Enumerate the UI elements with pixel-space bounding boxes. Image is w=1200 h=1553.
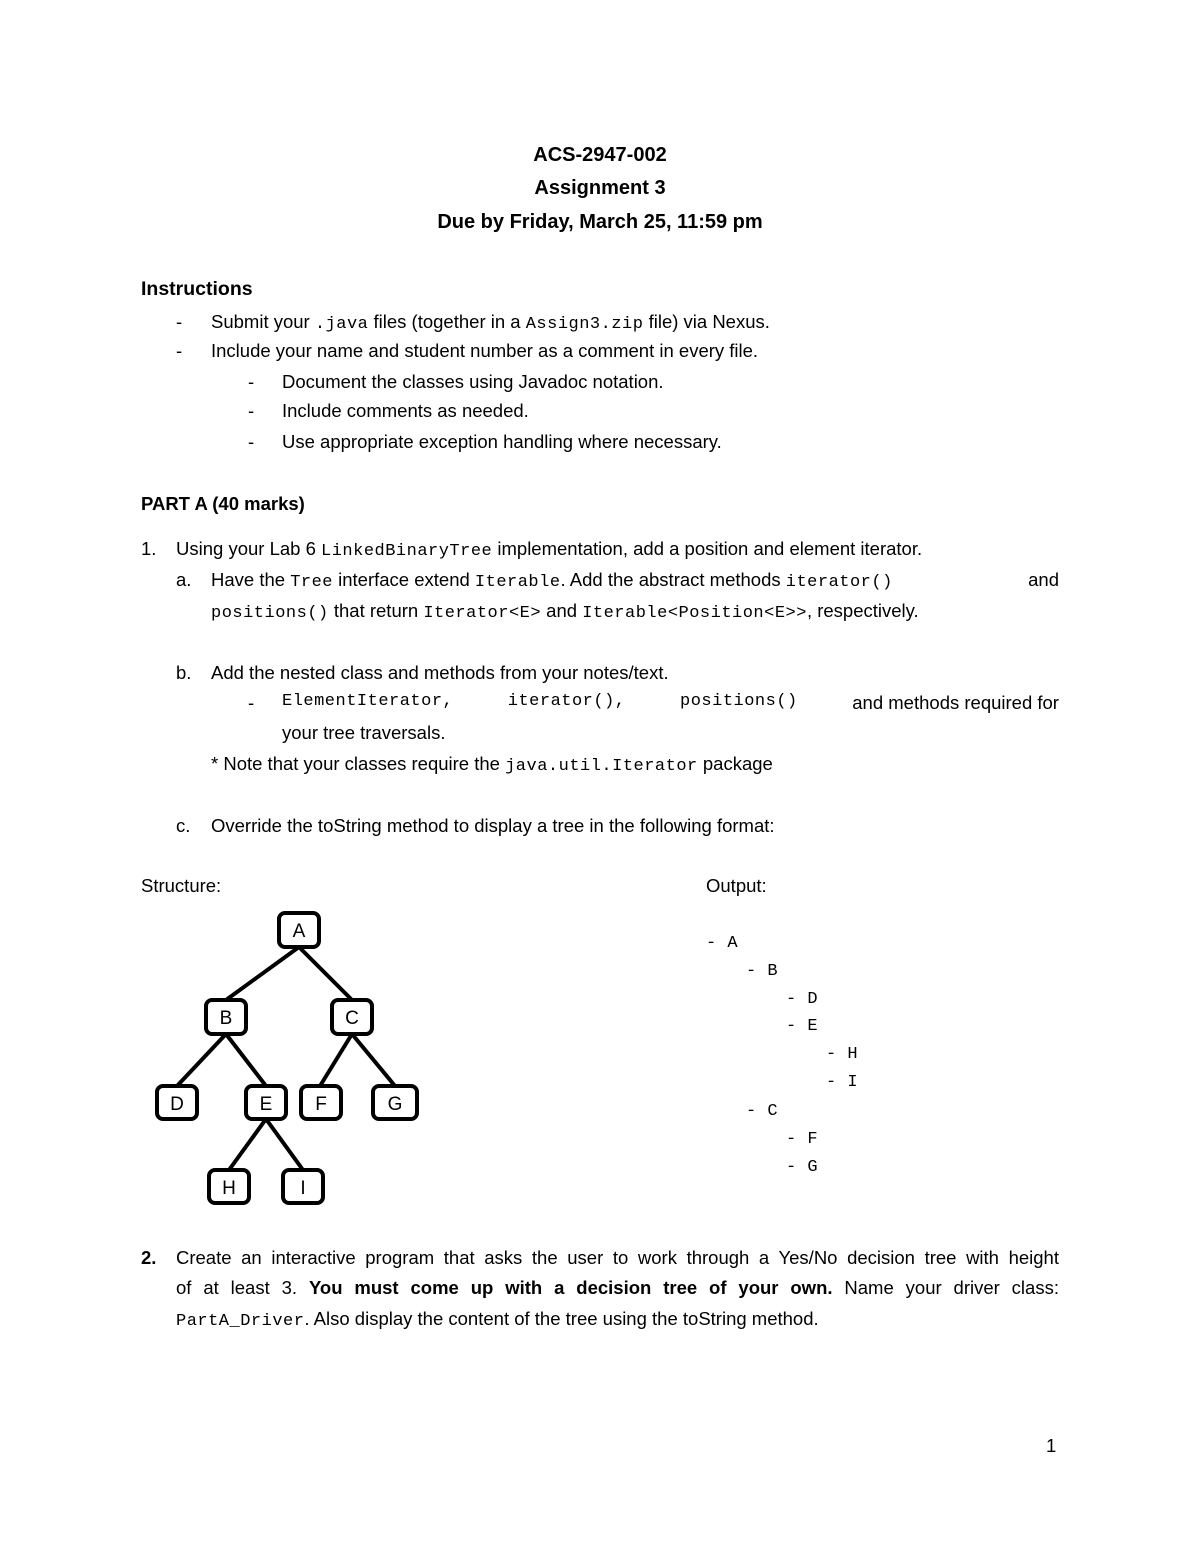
q2-line-3: [176, 1308, 819, 1331]
node-label: E: [259, 1094, 273, 1115]
edge-c-g: [352, 1034, 395, 1086]
sub-1-text: Document the classes using Javadoc notation.: [282, 371, 664, 392]
output-line: - D: [786, 990, 819, 1009]
text: package: [697, 753, 773, 774]
output-line: - A: [706, 934, 739, 953]
bullet-dash: -: [176, 340, 183, 361]
page-number: 1: [1046, 1435, 1057, 1456]
output-line: - G: [786, 1158, 819, 1177]
code: Iterable: [474, 573, 561, 592]
text: and: [1028, 569, 1059, 590]
q2-line-1: Create an interactive program that asks the user to work through a Yes/No decision tree with height: [176, 1247, 1059, 1268]
instructions-heading: Instructions: [141, 278, 253, 300]
output-line: - E: [786, 1017, 819, 1036]
code: iterator(),: [507, 692, 626, 711]
node-label: I: [300, 1178, 306, 1199]
edge-e-i: [266, 1119, 303, 1170]
q1-number: 1.: [141, 538, 157, 559]
text: of at least 3.: [176, 1277, 309, 1298]
code: positions(): [211, 604, 329, 623]
sub-2-text: Include comments as needed.: [282, 400, 529, 421]
output-line: - C: [746, 1102, 779, 1121]
edge-e-h: [229, 1119, 266, 1170]
output-line: - H: [826, 1045, 859, 1064]
tree-edges: [177, 947, 395, 1170]
q2-line-2: [176, 1277, 1059, 1299]
q1b-line-2: your tree traversals.: [282, 722, 446, 743]
code: positions(): [680, 692, 798, 711]
text: * Note that your classes require the: [211, 753, 506, 774]
code: iterator(): [785, 573, 893, 592]
text: file) via Nexus.: [643, 311, 770, 332]
bold-text: You must come up with a decision tree of your own.: [308, 1277, 833, 1298]
text: Name your driver class:: [832, 1277, 1059, 1298]
edge-c-f: [320, 1034, 352, 1086]
node-label: B: [219, 1008, 233, 1029]
code: Assign3.zip: [525, 315, 644, 334]
text: Submit your: [211, 311, 315, 332]
bullet-dash: -: [248, 431, 255, 452]
q1a-label: a.: [176, 569, 192, 590]
code: .java: [314, 315, 369, 334]
q1c-text: Override the toString method to display a tree in the following format:: [211, 815, 775, 836]
q1b-text: Add the nested class and methods from your notes/text.: [211, 662, 669, 683]
edge-b-d: [177, 1034, 226, 1086]
text: that return: [328, 600, 424, 621]
sub-3-text: Use appropriate exception handling where necessary.: [282, 431, 722, 452]
structure-label: Structure:: [141, 875, 222, 896]
text: . Also display the content of the tree using the toString method.: [304, 1308, 819, 1329]
edge-a-b: [226, 947, 299, 1000]
text: and methods required for: [852, 692, 1059, 713]
edge-b-e: [226, 1034, 266, 1086]
node-label: F: [315, 1094, 327, 1115]
edge-a-c: [299, 947, 352, 1000]
node-label: D: [170, 1094, 184, 1115]
part-a-heading: PART A (40 marks): [141, 493, 305, 514]
code: java.util.Iterator: [505, 757, 698, 776]
output-label: Output:: [706, 875, 767, 896]
tree-node-labels: [170, 921, 402, 1199]
node-label: H: [222, 1178, 236, 1199]
code: Tree: [290, 573, 333, 592]
text: Using your Lab 6: [176, 538, 322, 559]
bullet-dash: -: [176, 311, 183, 332]
text: implementation, add a position and element iterator.: [492, 538, 923, 559]
text: , respectively.: [806, 600, 919, 621]
node-label: C: [345, 1008, 359, 1029]
text: interface extend: [333, 569, 475, 590]
q2-number: 2.: [141, 1247, 157, 1268]
output-line: - F: [786, 1130, 819, 1149]
text: files (together in a: [368, 311, 526, 332]
code: Iterator<E>: [423, 604, 542, 623]
output-line: - B: [746, 962, 779, 981]
q1b-label: b.: [176, 662, 192, 683]
text: Have the: [211, 569, 291, 590]
bullet-dash: -: [248, 371, 255, 392]
bullet-dash: -: [248, 692, 255, 713]
text: . Add the abstract methods: [560, 569, 786, 590]
output-line: - I: [826, 1073, 859, 1092]
instruction-2-text: Include your name and student number as a comment in every file.: [211, 340, 759, 361]
code: ElementIterator,: [282, 692, 454, 711]
code: LinkedBinaryTree: [321, 542, 493, 561]
code: Iterable<Position<E>>: [582, 604, 807, 623]
assignment-title: Assignment 3: [534, 177, 666, 199]
q1c-label: c.: [176, 815, 191, 836]
course-code: ACS-2947-002: [533, 144, 667, 166]
code: PartA_Driver: [176, 1312, 305, 1331]
node-label: A: [292, 921, 306, 942]
node-label: G: [387, 1094, 403, 1115]
bullet-dash: -: [248, 400, 255, 421]
text: and: [541, 600, 583, 621]
due-date: Due by Friday, March 25, 11:59 pm: [437, 211, 763, 233]
